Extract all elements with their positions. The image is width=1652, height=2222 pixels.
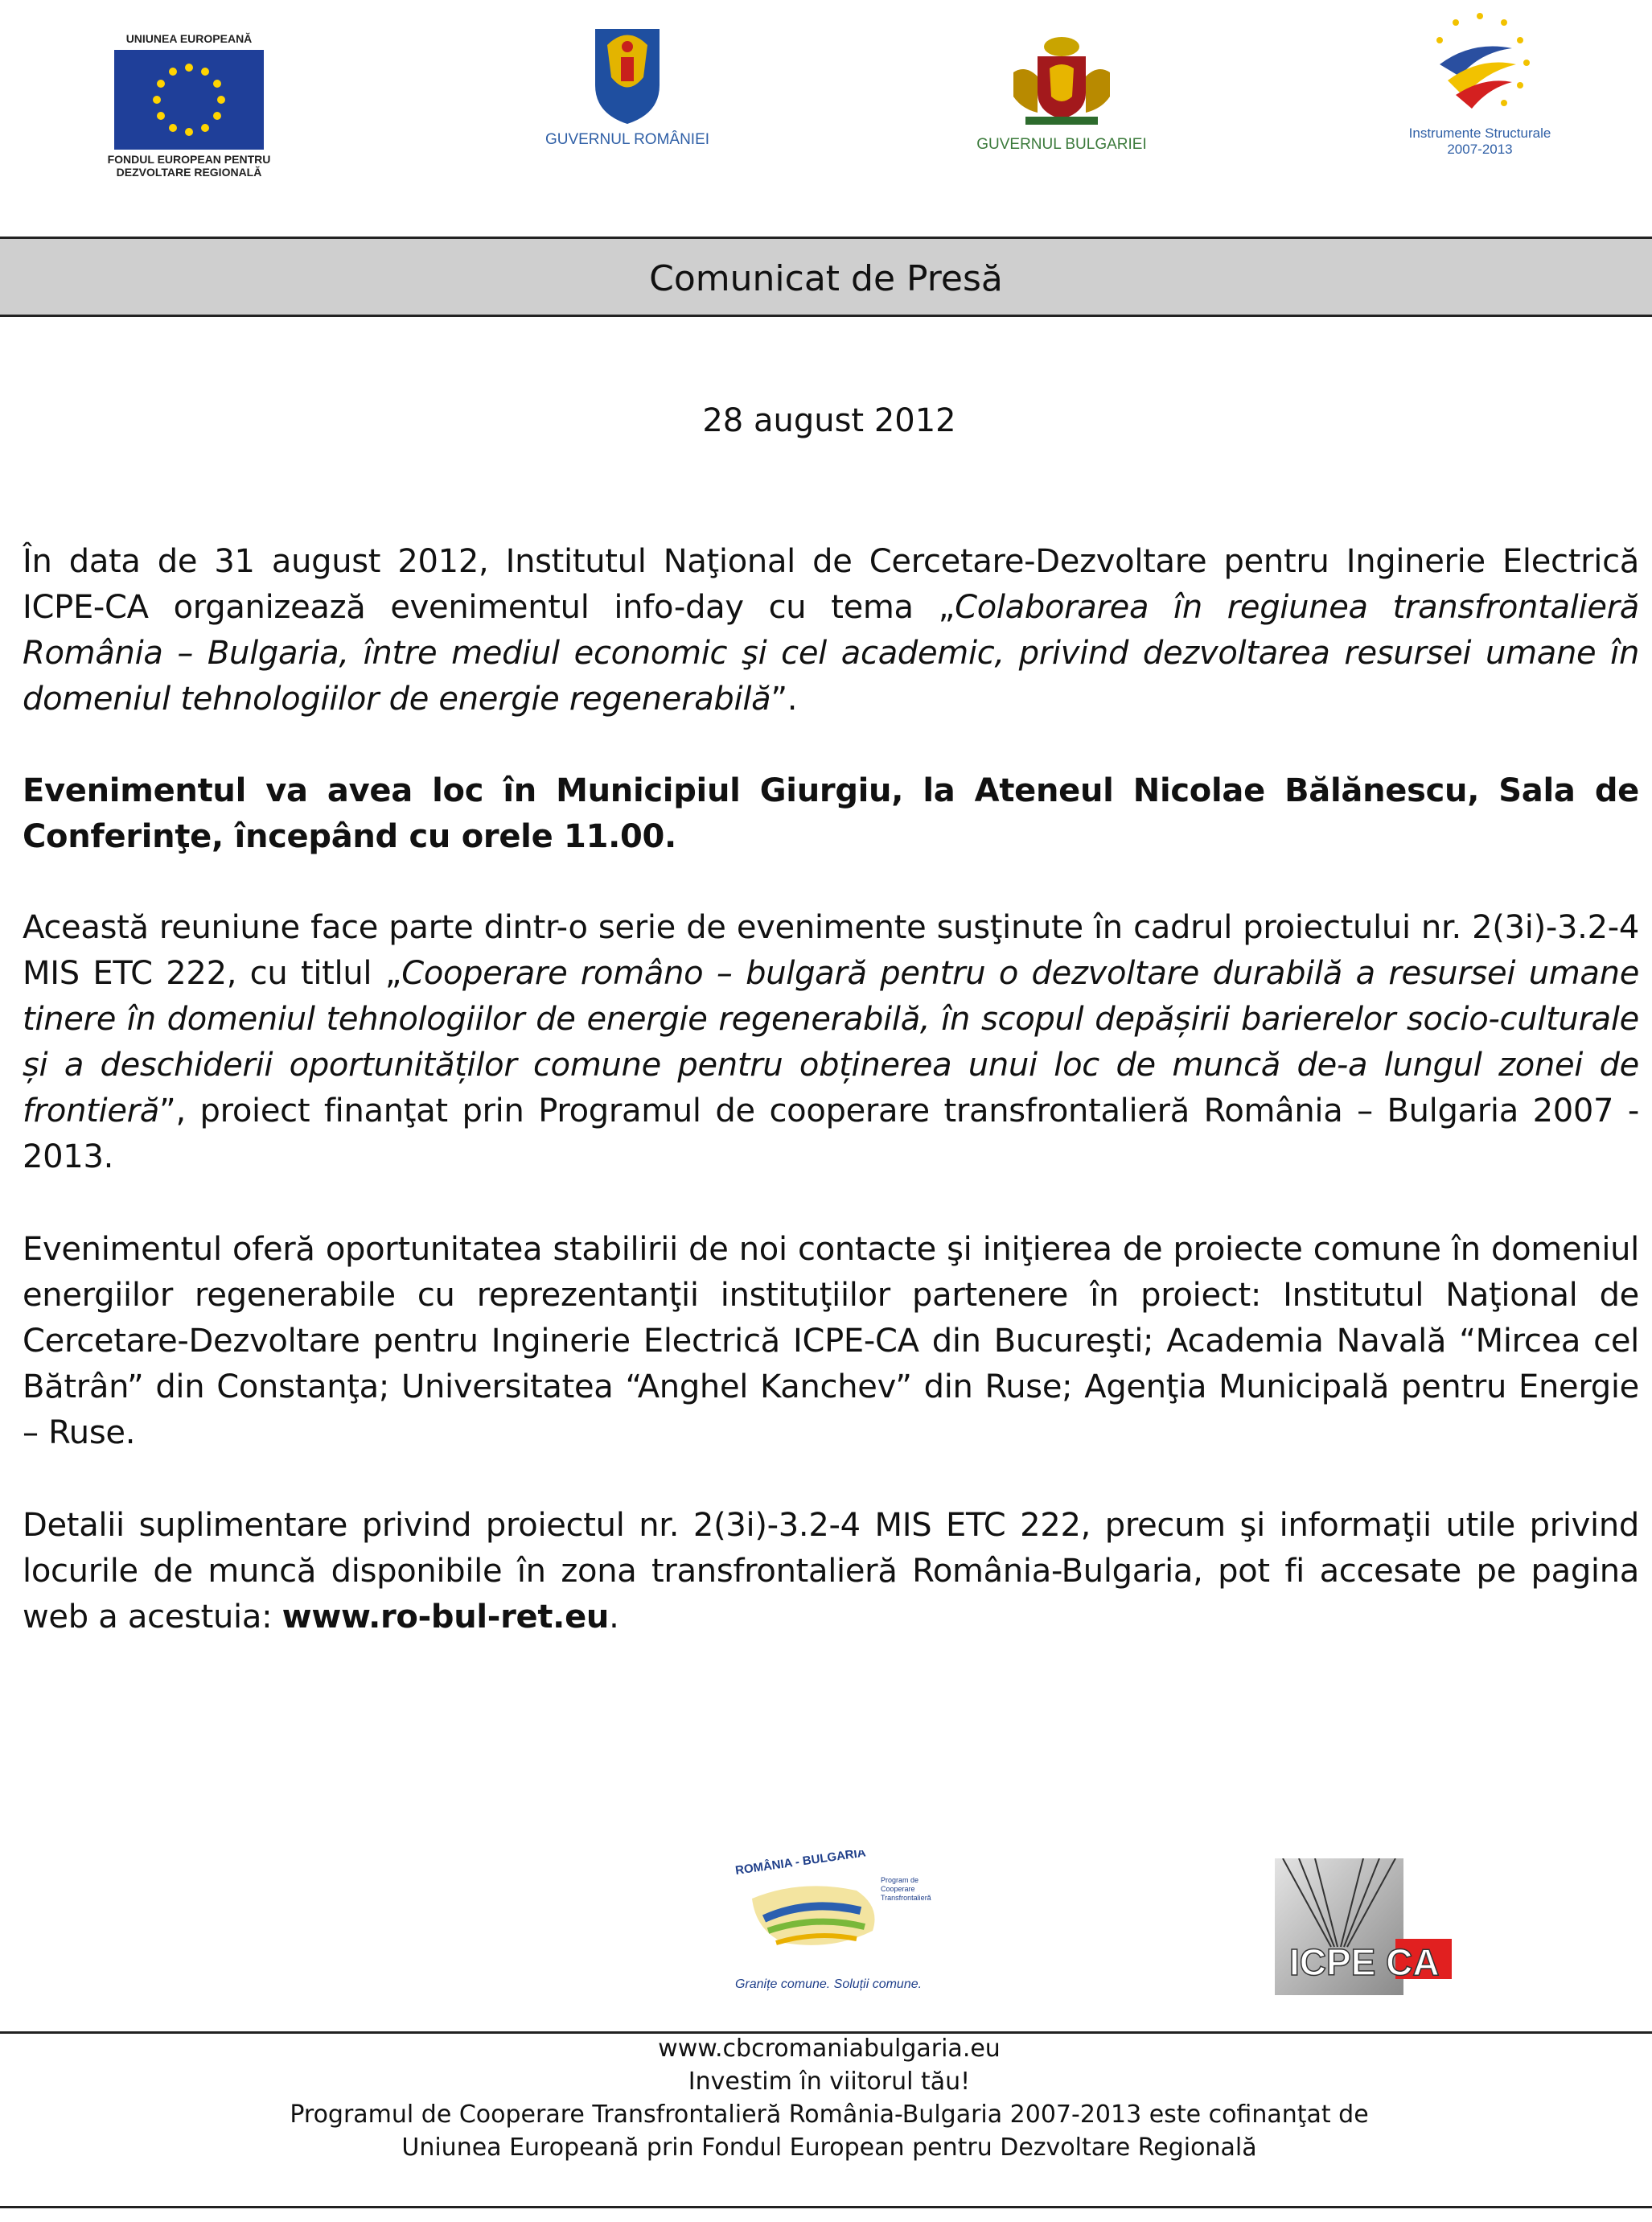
footer-website[interactable]: www.cbcromaniabulgaria.eu <box>658 2035 1001 2063</box>
paragraph-3 <box>23 905 1639 1180</box>
paragraph-3-intro: Această reuniune face parte dintr-o serie de evenimente susţinute în cadrul proiectului nr. 2(3i)-3.2-4 MIS ETC 222, cu titlul „ <box>23 909 1639 992</box>
instrumente-structurale-logo <box>1383 8 1576 158</box>
paragraph-1-intro: În data de 31 august 2012, Institutul Naţional de Cercetare-Dezvoltare pentru Inginerie Electrică ICPE-CA organizează evenimentul info-day cu tema „ <box>23 543 1639 626</box>
romania-government-logo <box>515 21 740 148</box>
icpe-ca-label: ICPE CA <box>1289 1941 1440 1983</box>
ro-bg-map-icon <box>720 1850 937 1971</box>
paragraph-1-theme: Colaborarea în regiunea transfrontalieră România – Bulgaria, între mediul economic şi cel academic, privind dezvoltarea resursei umane în domeniul tehnologiilor de energie regenerabilă <box>23 589 1639 718</box>
footer-line-1: Programul de Cooperare Transfrontalieră România-Bulgaria 2007-2013 este cofinanţat de <box>290 2101 1369 2129</box>
romania-caption: GUVERNUL ROMÂNIEI <box>545 131 710 148</box>
paragraph-1 <box>23 539 1639 722</box>
icpe-ca-logo <box>1275 1858 1468 1995</box>
page-title: Comunicat de Presă <box>649 258 1003 299</box>
document-date: 28 august 2012 <box>702 402 956 439</box>
paragraph-5-text: Detalii suplimentare privind proiectul nr. 2(3i)-3.2-4 MIS ETC 222, precum şi informaţii utile privind locurile de muncă disponibile în zona transfrontalieră România-Bulgaria, pot fi accesate pe pagina web a acestuia: <box>23 1507 1639 1636</box>
eu-caption-bottom-2: DEZVOLTARE REGIONALĂ <box>116 166 262 179</box>
bulgaria-coat-of-arms-icon <box>1009 32 1114 129</box>
ro-bg-side-1: Program de <box>881 1876 919 1884</box>
footer-slogan: Investim în viitorul tău! <box>688 2068 971 2096</box>
paragraph-3-end: ”, proiect finanţat prin Programul de cooperare transfrontalieră România – Bulgaria 2007 - 2013. <box>23 1092 1639 1175</box>
eu-flag-icon <box>114 50 264 150</box>
title-band <box>0 237 1652 317</box>
romania-coat-of-arms-icon <box>587 21 668 126</box>
footer-bottom-rule <box>0 2206 1652 2208</box>
ro-bg-slogan: Granițe comune. Soluții comune. <box>734 1977 923 1991</box>
eu-caption-top: UNIUNEA EUROPEANĂ <box>125 32 253 45</box>
eu-caption-bottom-1: FONDUL EUROPEAN PENTRU <box>107 153 271 166</box>
instrumente-caption-2: 2007-2013 <box>1447 142 1513 157</box>
paragraph-5 <box>23 1503 1639 1640</box>
project-website-link[interactable]: www.ro-bul-ret.eu <box>281 1599 610 1636</box>
bulgaria-government-logo <box>949 32 1174 153</box>
paragraph-5-end: . <box>609 1599 619 1636</box>
instrumente-caption-1: Instrumente Structurale <box>1408 126 1551 141</box>
paragraph-4: Evenimentul oferă oportunitatea stabilirii de noi contacte şi iniţierea de proiecte comune în domeniul energiilor regenerabile cu reprezentanţii instituţiilor partenere în proiect: Institutul Naţional de Cercetare-Dezvoltare pentru Inginerie Electrică ICPE-CA din Bucureşti; Academia Navală “Mircea cel Bătrân” din Constanţa; Universitatea “Anghel Kanchev” din Ruse; Agenţia Municipală pentru Energie – Ruse. <box>23 1231 1639 1451</box>
paragraph-1-end: ”. <box>771 681 798 718</box>
instrumente-structurale-icon <box>1416 8 1544 121</box>
paragraph-3-project-title: Cooperare româno – bulgară pentru o dezvoltare durabilă a resursei umane tinere în domeniul tehnologiilor de energie regenerabilă, în scopul depășirii barierelor socio-culturale și a deschiderii oportunităților comune pentru obținerea unui loc de muncă de-a lungul zonei de frontieră <box>23 955 1639 1130</box>
paragraph-2: Evenimentul va avea loc în Municipiul Giurgiu, la Ateneul Nicolae Bălănescu, Sala de Conferinţe, începând cu orele 11.00. <box>23 772 1639 855</box>
bulgaria-caption: GUVERNUL BULGARIEI <box>976 136 1147 153</box>
icpe-ca-icon <box>1275 1858 1468 1995</box>
ro-bg-title: ROMÂNIA - BULGARIA <box>734 1850 867 1878</box>
eu-logo <box>97 31 281 179</box>
ro-bg-side-2: Cooperare <box>881 1885 915 1893</box>
footer-line-2: Uniunea Europeană prin Fondul European pentru Dezvoltare Regională <box>401 2134 1257 2162</box>
ro-bg-side-3: Transfrontalieră <box>881 1894 931 1902</box>
ro-bg-program-logo <box>720 1850 937 1995</box>
